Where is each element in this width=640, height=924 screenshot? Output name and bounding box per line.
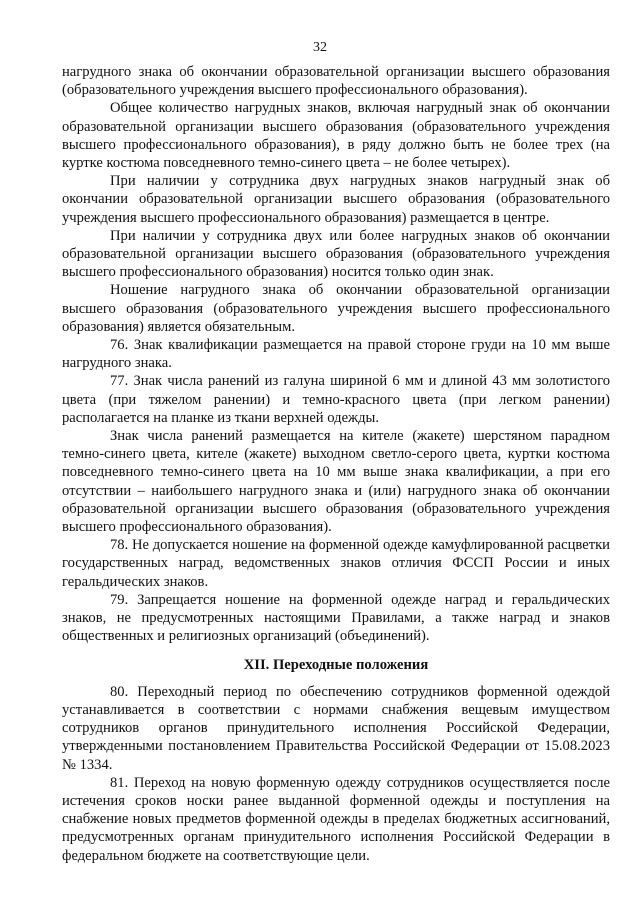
paragraph: При наличии у сотрудника двух или более нагрудных знаков об окончании образовательной организации высшего образования (образовательного учреждения высшего профессионального образования) носится только один знак. [62,227,610,281]
paragraph-76: 76. Знак квалификации размещается на правой стороне груди на 10 мм выше нагрудного знака. [62,337,610,372]
paragraph-80: 80. Переходный период по обеспечению сотрудников форменной одеждой устанавливается в соответствии с нормами снабжения вещевым имуществом сотрудников органов принудительного исполнения Российской Федерации, утвержденными постановлением Правительства Российской Федерации от 15.08.2023 № 1334. [62,683,610,773]
document-body [62,63,610,865]
paragraph-continuation: нагрудного знака об окончании образовательной организации высшего образования (образовательного учреждения высшего профессионального образования). [62,64,610,99]
page-number: 32 [313,40,327,55]
paragraph-79: 79. Запрещается ношение на форменной одежде наград и геральдических знаков, не предусмотренных настоящими Правилами, а также наград и знаков общественных и религиозных организаций (объединений). [62,591,610,645]
paragraph-78: 78. Не допускается ношение на форменной одежде камуфлированной расцветки государственных наград, ведомственных знаков отличия ФССП России и иных геральдических знаков. [62,537,610,590]
paragraph-77: 77. Знак числа ранений из галуна шириной 6 мм и длиной 43 мм золотистого цвета (при тяжелом ранении) и темно-красного цвета (при легком ранении) располагается на планке из ткани верхней одежды. [62,373,610,426]
paragraph: При наличии у сотрудника двух нагрудных знаков нагрудный знак об окончании образовательной организации высшего образования (образовательного учреждения высшего профессионального образования) размещается в центре. [62,173,610,226]
paragraph: Знак числа ранений размещается на кителе (жакете) шерстяном парадном темно-синего цвета, кителе (жакете) выходном светло-серого цвета, куртки костюма повседневного темно-синего цвета на 10 мм выше знака квалификации, а при его отсутствии – наибольшего нагрудного знака и (или) нагрудного знака об окончании образовательной организации высшего образования (образовательного учреждения высшего профессионального образования). [62,428,610,536]
paragraph: Общее количество нагрудных знаков, включая нагрудный знак об окончании образовательной организации высшего образования (образовательного учреждения высшего профессионального образования), в ряду должно быть не более трех (на куртке костюма повседневного темно-синего цвета – не более четырех). [62,100,610,172]
paragraph: Ношение нагрудного знака об окончании образовательной организации высшего образования (образовательного учреждения высшего профессионального образования) является обязательным. [62,282,610,335]
paragraph-81: 81. Переход на новую форменную одежду сотрудников осуществляется после истечения сроков носки ранее выданной форменной одежды и поступления на снабжение новых предметов форменной одежды в пределах бюджетных ассигнований, предусмотренных органам принудительного исполнения Российской Федерации в федеральном бюджете на соответствующие цели. [62,774,610,864]
section-heading: XII. Переходные положения [243,656,429,673]
